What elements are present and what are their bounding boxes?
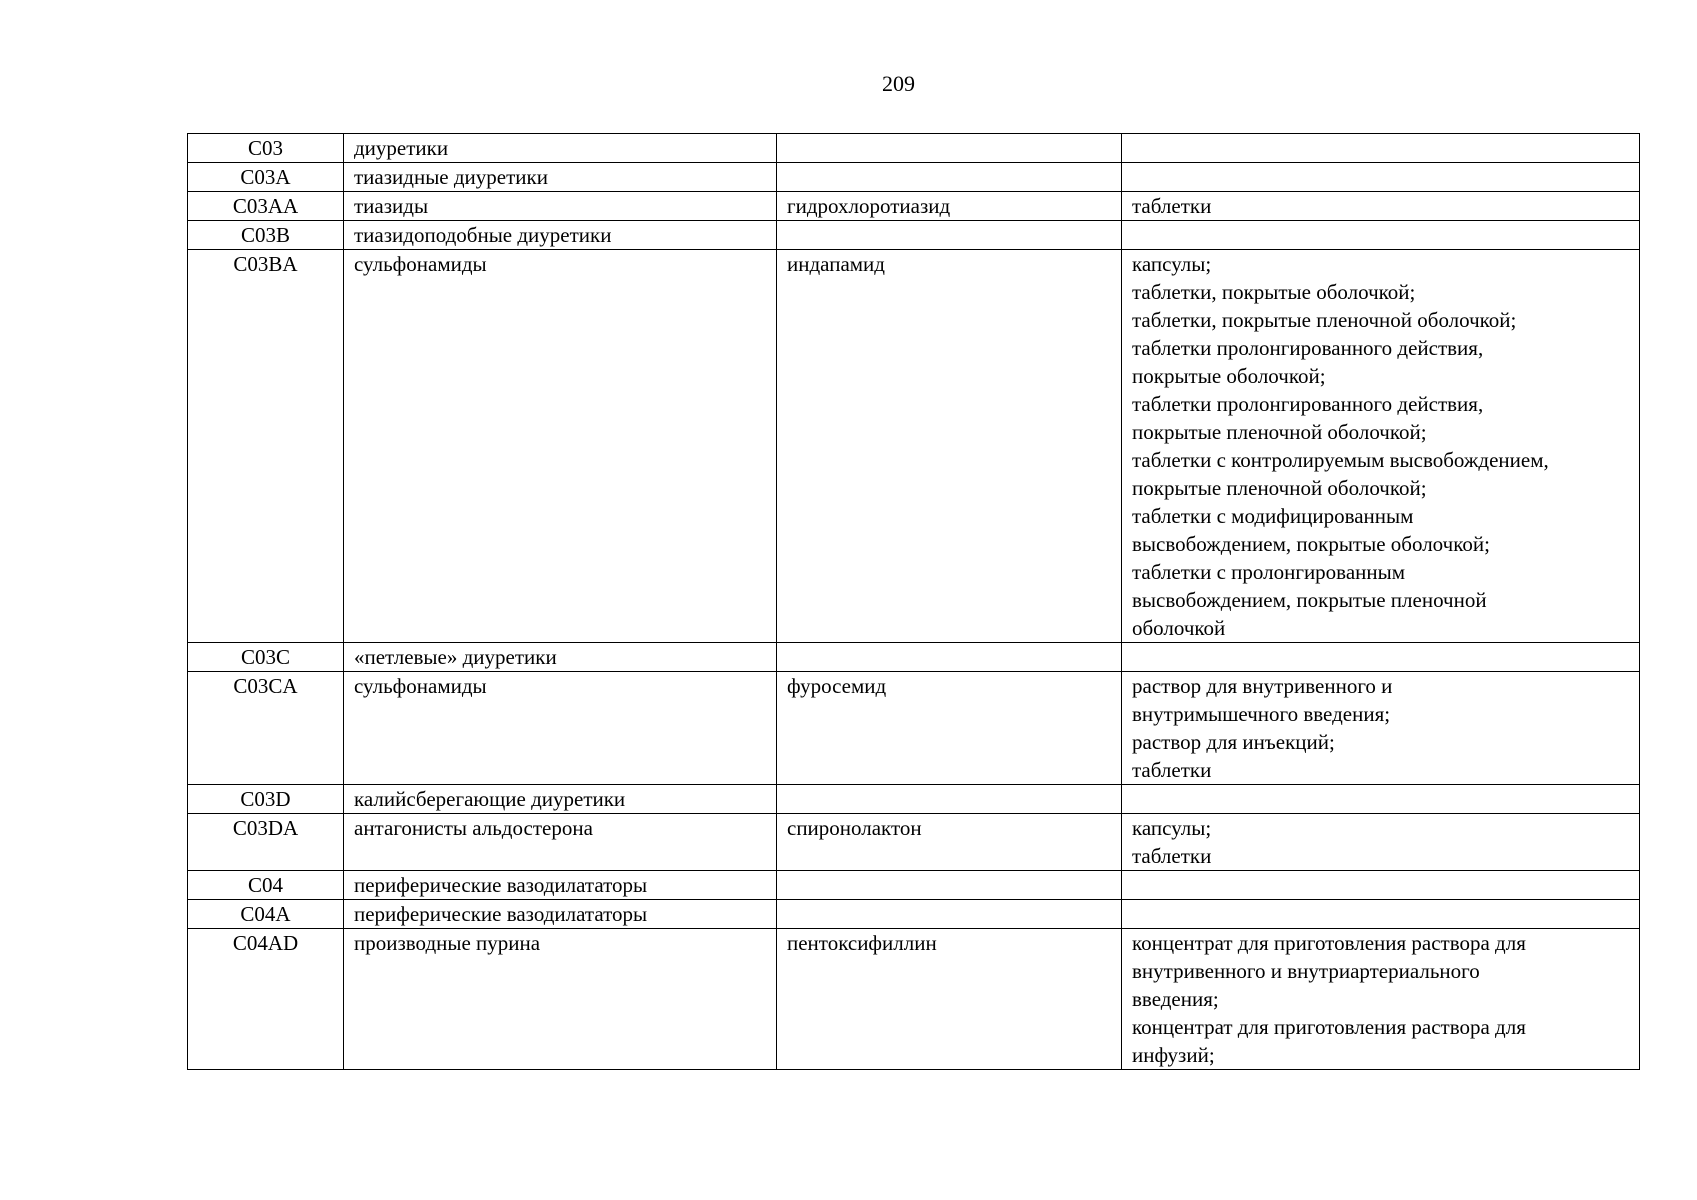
dosage-form-line: покрытые пленочной оболочкой;	[1132, 420, 1427, 444]
dosage-form-cell	[1122, 643, 1640, 672]
dosage-form-cell	[1122, 814, 1640, 871]
table-row	[188, 192, 1640, 221]
drug-name-cell	[777, 163, 1122, 192]
dosage-form-line: покрытые пленочной оболочкой;	[1132, 476, 1427, 500]
group-name-cell: сульфонамиды	[344, 250, 777, 643]
drug-name-cell	[777, 221, 1122, 250]
dosage-form-line: раствор для инъекций;	[1132, 730, 1335, 754]
table-row	[188, 643, 1640, 672]
group-name-cell: производные пурина	[344, 929, 777, 1070]
atc-code-cell: C04AD	[188, 929, 344, 1070]
dosage-form-line: инфузий;	[1132, 1043, 1215, 1067]
dosage-form-line: таблетки	[1132, 194, 1212, 218]
table-row	[188, 134, 1640, 163]
dosage-form-line: концентрат для приготовления раствора для	[1132, 1015, 1526, 1039]
atc-code-cell: C03DA	[188, 814, 344, 871]
atc-code-cell: C03B	[188, 221, 344, 250]
dosage-form-line: покрытые оболочкой;	[1132, 364, 1326, 388]
dosage-form-line: концентрат для приготовления раствора для	[1132, 931, 1526, 955]
dosage-form-line: внутримышечного введения;	[1132, 702, 1391, 726]
table-row	[188, 814, 1640, 871]
dosage-form-cell	[1122, 929, 1640, 1070]
group-name-cell: «петлевые» диуретики	[344, 643, 777, 672]
dosage-form-line: капсулы;	[1132, 252, 1212, 276]
dosage-form-line: таблетки, покрытые оболочкой;	[1132, 280, 1416, 304]
group-name-cell: сульфонамиды	[344, 672, 777, 785]
dosage-form-line: введения;	[1132, 987, 1219, 1011]
page-number: 209	[882, 71, 915, 96]
atc-code-cell: C03C	[188, 643, 344, 672]
dosage-form-cell	[1122, 900, 1640, 929]
drug-name-cell: фуросемид	[777, 672, 1122, 785]
table-row	[188, 672, 1640, 785]
dosage-form-cell	[1122, 672, 1640, 785]
drug-name-cell: индапамид	[777, 250, 1122, 643]
dosage-form-line: таблетки пролонгированного действия,	[1132, 336, 1484, 360]
dosage-form-line: таблетки с модифицированным	[1132, 504, 1414, 528]
dosage-form-line: высвобождением, покрытые оболочкой;	[1132, 532, 1490, 556]
dosage-form-cell	[1122, 250, 1640, 643]
dosage-form-line: высвобождением, покрытые пленочной	[1132, 588, 1487, 612]
dosage-form-line: таблетки с пролонгированным	[1132, 560, 1406, 584]
drug-name-cell	[777, 871, 1122, 900]
group-name-cell: тиазидные диуретики	[344, 163, 777, 192]
group-name-cell: диуретики	[344, 134, 777, 163]
dosage-form-line: раствор для внутривенного и	[1132, 674, 1393, 698]
table-row	[188, 785, 1640, 814]
atc-code-cell: C03CA	[188, 672, 344, 785]
drug-name-cell	[777, 900, 1122, 929]
group-name-cell: тиазиды	[344, 192, 777, 221]
dosage-form-cell	[1122, 163, 1640, 192]
table-row	[188, 163, 1640, 192]
atc-code-cell: C04	[188, 871, 344, 900]
table-row	[188, 221, 1640, 250]
dosage-form-cell	[1122, 192, 1640, 221]
drug-classification-table	[187, 133, 1640, 1070]
dosage-form-line: таблетки	[1132, 844, 1212, 868]
table-row	[188, 929, 1640, 1070]
dosage-form-line: таблетки с контролируемым высвобождением,	[1132, 448, 1549, 472]
drug-name-cell	[777, 643, 1122, 672]
dosage-form-line: внутривенного и внутриартериального	[1132, 959, 1480, 983]
table-row	[188, 250, 1640, 643]
drug-name-cell: спиронолактон	[777, 814, 1122, 871]
atc-code-cell: C03	[188, 134, 344, 163]
table-row	[188, 871, 1640, 900]
dosage-form-line: таблетки	[1132, 758, 1212, 782]
table-body	[188, 134, 1640, 1070]
drug-name-cell: пентоксифиллин	[777, 929, 1122, 1070]
group-name-cell: тиазидоподобные диуретики	[344, 221, 777, 250]
dosage-form-line: капсулы;	[1132, 816, 1212, 840]
atc-code-cell: C04A	[188, 900, 344, 929]
drug-name-cell: гидрохлоротиазид	[777, 192, 1122, 221]
dosage-form-cell	[1122, 221, 1640, 250]
drug-name-cell	[777, 134, 1122, 163]
atc-code-cell: C03D	[188, 785, 344, 814]
atc-code-cell: C03AA	[188, 192, 344, 221]
group-name-cell: калийсберегающие диуретики	[344, 785, 777, 814]
atc-code-cell: C03BA	[188, 250, 344, 643]
dosage-form-line: таблетки, покрытые пленочной оболочкой;	[1132, 308, 1517, 332]
group-name-cell: антагонисты альдостерона	[344, 814, 777, 871]
table-row	[188, 900, 1640, 929]
drug-name-cell	[777, 785, 1122, 814]
dosage-form-cell	[1122, 785, 1640, 814]
dosage-form-cell	[1122, 871, 1640, 900]
dosage-form-line: оболочкой	[1132, 616, 1226, 640]
group-name-cell: периферические вазодилататоры	[344, 871, 777, 900]
dosage-form-line: таблетки пролонгированного действия,	[1132, 392, 1484, 416]
atc-code-cell: C03A	[188, 163, 344, 192]
group-name-cell: периферические вазодилататоры	[344, 900, 777, 929]
dosage-form-cell	[1122, 134, 1640, 163]
